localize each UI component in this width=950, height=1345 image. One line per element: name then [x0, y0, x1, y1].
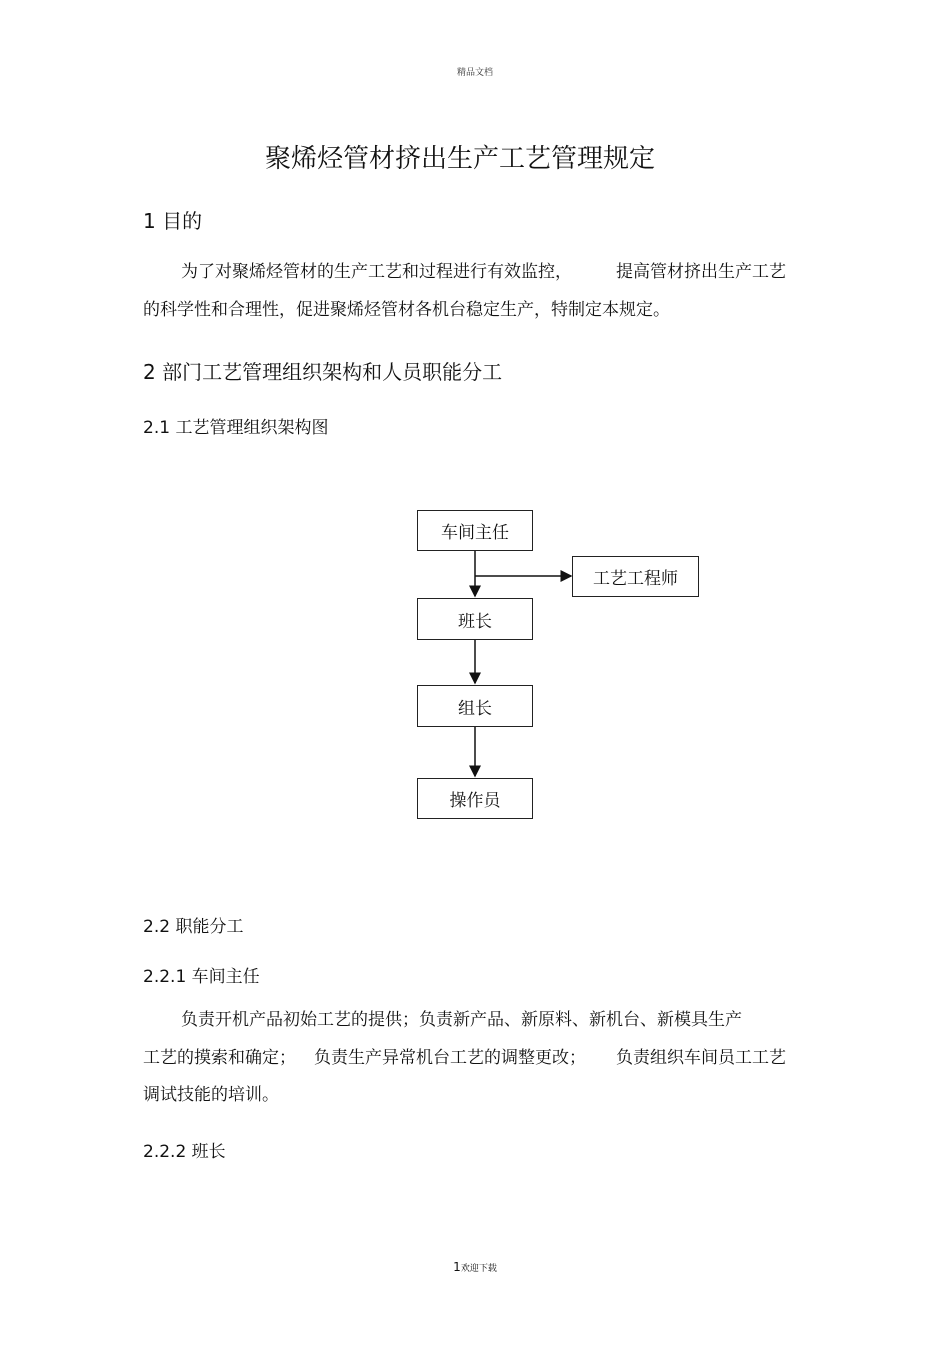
page-number: 1 [453, 1260, 461, 1274]
section-2-2-1-para-line1: 负责开机产品初始工艺的提供；负责新产品、新原料、新机台、新模具生产 [181, 1010, 742, 1030]
org-box-group-leader [417, 685, 533, 727]
section-2-2-1-para-line2a: 工艺的摸索和确定； [143, 1048, 296, 1068]
org-box-label: 操作员 [449, 791, 501, 811]
org-box-process-engineer [572, 556, 699, 597]
org-box-label: 组长 [458, 698, 492, 719]
section-1-para-line1b: 提高管材挤出生产工艺 [616, 262, 786, 282]
section-1-para-line2: 的科学性和合理性，促进聚烯烃管材各机台稳定生产，特制定本规定。 [143, 300, 670, 320]
section-2-2-2-heading: 2.2.2 班长 [143, 1142, 226, 1162]
section-2-2-1-para-line3: 调试技能的培训。 [143, 1085, 279, 1105]
section-1-para-line1a: 为了对聚烯烃管材的生产工艺和过程进行有效监控， [181, 262, 572, 282]
section-2-2-1-heading: 2.2.1 车间主任 [143, 967, 260, 987]
header-tag: 精品文档 [456, 68, 493, 78]
section-1-heading: 1 目的 [143, 209, 203, 233]
section-2-2-heading: 2.2 职能分工 [143, 917, 244, 937]
org-box-workshop-director [417, 510, 533, 551]
org-box-label: 班长 [458, 611, 492, 632]
section-2-2-1-para-line2b: 负责生产异常机台工艺的调整更改； [314, 1048, 586, 1068]
page-footer [0, 1260, 950, 1274]
section-2-1-heading: 2.1 工艺管理组织架构图 [143, 418, 329, 438]
org-box-shift-leader [417, 598, 533, 640]
org-box-operator [417, 778, 533, 819]
org-box-label: 工艺工程师 [593, 569, 678, 589]
section-2-2-1-para-line2c: 负责组织车间员工工艺 [616, 1048, 786, 1068]
page-title: 聚烯烃管材挤出生产工艺管理规定 [264, 144, 655, 174]
org-box-label: 车间主任 [441, 523, 509, 543]
footer-text: 欢迎下载 [460, 1264, 497, 1274]
section-2-heading: 2 部门工艺管理组织架构和人员职能分工 [143, 360, 503, 384]
